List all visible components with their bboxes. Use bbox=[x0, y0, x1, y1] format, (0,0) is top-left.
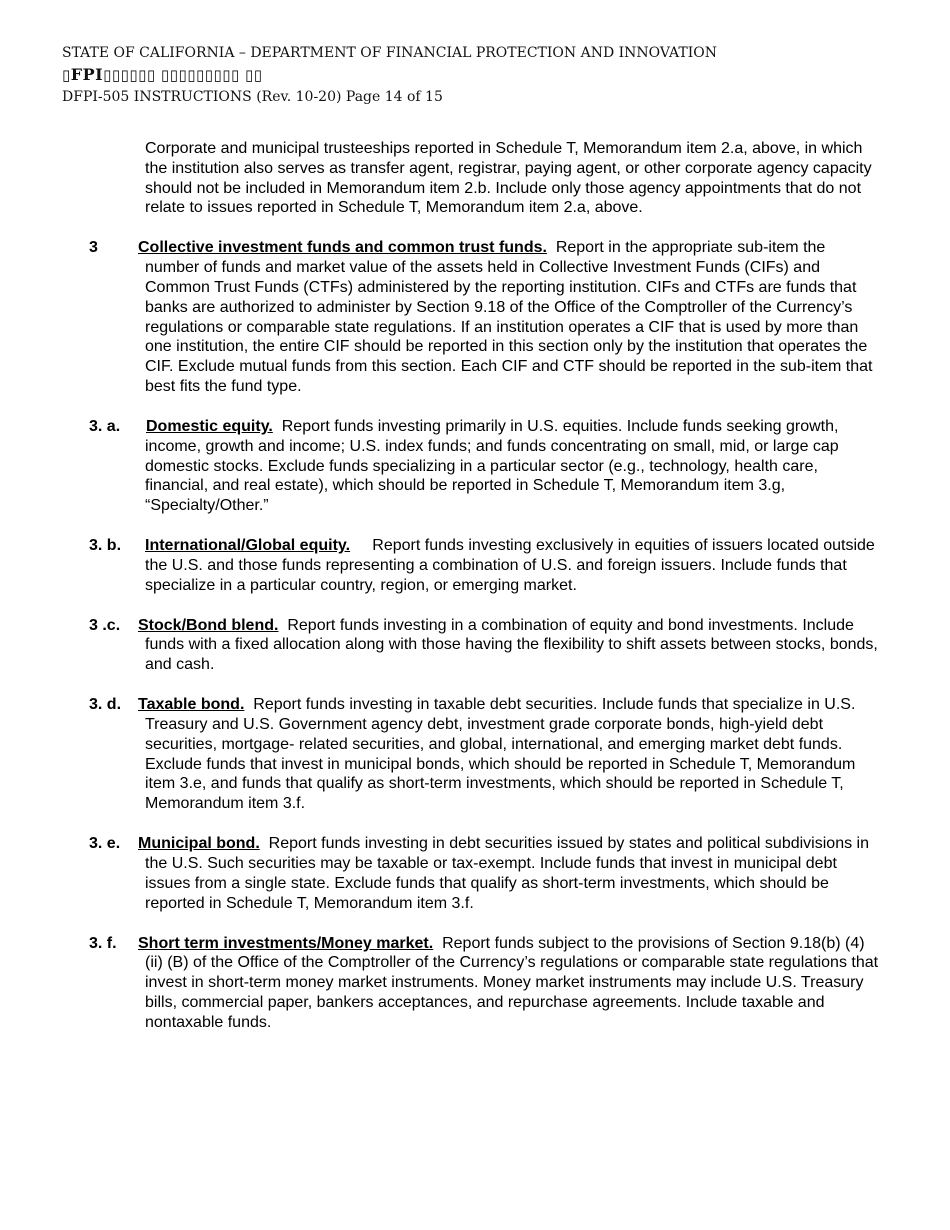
section-paragraph bbox=[145, 536, 880, 595]
section-number: 3. e. bbox=[89, 835, 121, 853]
section-heading: International/Global equity. bbox=[145, 537, 351, 555]
section-heading: Stock/Bond blend. bbox=[138, 616, 279, 634]
section-number: 3 .c. bbox=[89, 616, 121, 634]
dfpi-title bbox=[62, 64, 717, 86]
section-number: 3. b. bbox=[89, 537, 122, 555]
section-body: Report funds investing in a combination of equity and bond investments. Include funds with a fixed allocation along with those having the flexibility to shift assets between stocks, bonds, and cash. bbox=[145, 616, 878, 674]
section-paragraph bbox=[145, 417, 880, 516]
section-heading: Taxable bond. bbox=[138, 696, 245, 714]
section-3 bbox=[0, 238, 950, 396]
intro-paragraph: Corporate and municipal trusteeships reported in Schedule T, Memorandum item 2.a, above, in which the institution also serves as transfer agent, registrar, paying agent, or other corporate agency capacity should not be included in Memorandum item 2.b. Include only those agency appointments that do not relate to issues reported in Schedule T, Memorandum item 2.a, above. bbox=[145, 140, 872, 217]
section-heading: Municipal bond. bbox=[138, 835, 260, 853]
agency-name: STATE OF CALIFORNIA – DEPARTMENT OF FINANCIAL PROTECTION AND INNOVATION bbox=[62, 45, 717, 61]
section-heading: Domestic equity. bbox=[146, 417, 273, 435]
section-heading: Short term investments/Money market. bbox=[138, 934, 434, 952]
form-page-info: DFPI-505 INSTRUCTIONS (Rev. 10-20) Page 14 of 15 bbox=[62, 89, 443, 105]
section-body: Report funds investing primarily in U.S. equities. Include funds seeking growth, income, growth and income; U.S. index funds; and funds concentrating on small, mid, or large cap domestic stocks. Exclude funds specializing in a particular sector (e.g., technology, health care, financial, and real estate), which should be reported in Schedule T, Memorandum item 3.g, “Specialty/Other.” bbox=[145, 417, 839, 515]
dfpi-title-bold: FPI bbox=[70, 65, 104, 84]
section-3c bbox=[0, 616, 950, 675]
page-header bbox=[62, 42, 717, 108]
section-body: Report in the appropriate sub-item the number of funds and market value of the assets held in Collective Investment Funds (CIFs) and Common Trust Funds (CTFs) administered by the reporting institution. CIFs and CTFs are funds that banks are authorized to administer by Section 9.18 of the Office of the Comptroller of the Currency’s regulations or comparable state regulations. If an institution operates a CIF that is used by more than one institution, the entire CIF should be reported in this section only by the institution that operates the CIF. Exclude mutual funds from this section. Each CIF and CTF should be reported in the sub-item that best fits the fund type. bbox=[145, 239, 873, 395]
dfpi-title-prefix: ▯ bbox=[62, 66, 71, 84]
section-number: 3. d. bbox=[89, 696, 122, 714]
instructions-body bbox=[0, 139, 950, 1033]
section-3a bbox=[0, 417, 950, 516]
section-paragraph bbox=[138, 834, 880, 913]
section-number: 3 bbox=[89, 239, 98, 257]
section-3d bbox=[0, 695, 950, 814]
section-heading: Collective investment funds and common trust funds. bbox=[138, 239, 547, 257]
section-body: Report funds investing in taxable debt securities. Include funds that specialize in U.S. Treasury and U.S. Government agency debt, investment grade corporate bonds, high-yield debt securities, mortgage- related securities, and global, international, and emerging market debt funds. Exclude funds that invest in municipal bonds, which should be reported in Schedule T, Memorandum item 3.e, and funds that qualify as short-term investments, which should be reported in Schedule T, Memorandum item 3.f. bbox=[145, 696, 856, 813]
section-paragraph bbox=[138, 934, 880, 1033]
section-number: 3. f. bbox=[89, 934, 117, 952]
section-paragraph bbox=[138, 616, 880, 675]
section-body: Report funds subject to the provisions of Section 9.18(b) (4) (ii) (B) of the Office of the Comptroller of the Currency’s regulations or comparable state regulations that invest in short-term money market instruments. Money market instruments may include U.S. Treasury bills, commercial paper, bankers acceptances, and repurchase agreements. Include taxable and nontaxable funds. bbox=[145, 934, 879, 1031]
section-3b bbox=[0, 536, 950, 595]
section-paragraph bbox=[138, 238, 880, 396]
dfpi-title-rest: ▯▯▯▯▯▯ ▯▯▯▯▯▯▯▯▯ ▯▯ bbox=[103, 66, 263, 84]
section-number: 3. a. bbox=[89, 417, 121, 435]
section-body: Report funds investing exclusively in equities of issuers located outside the U.S. and those funds representing a combination of U.S. and foreign issuers. Include funds that specialize in a particular country, region, or emerging market. bbox=[145, 537, 875, 594]
section-body: Report funds investing in debt securities issued by states and political subdivisions in the U.S. Such securities may be taxable or tax-exempt. Include funds that invest in municipal debt issues from a single state. Exclude funds that qualify as short-term investments, which should be reported in Schedule T, Memorandum item 3.f. bbox=[145, 835, 869, 912]
section-3e bbox=[0, 834, 950, 913]
section-paragraph bbox=[138, 695, 880, 814]
section-3f bbox=[0, 934, 950, 1033]
